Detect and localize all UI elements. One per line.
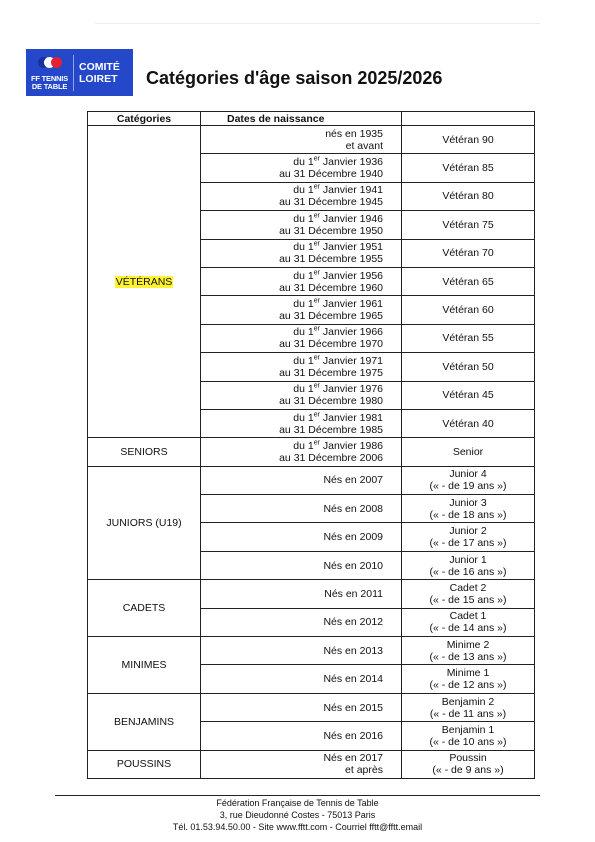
age-label-cell bbox=[402, 409, 535, 437]
birth-date-cell bbox=[201, 750, 402, 778]
age-label-line: Vétéran 60 bbox=[442, 304, 494, 317]
birth-date-cell bbox=[201, 551, 402, 579]
table-row bbox=[88, 750, 535, 778]
category-label: BENJAMINS bbox=[113, 715, 175, 728]
category-label: SENIORS bbox=[120, 445, 168, 458]
birth-date-cell bbox=[201, 722, 402, 750]
birth-date-line: et avant bbox=[345, 139, 383, 152]
birth-date-line: du 1er Janvier 1971 bbox=[293, 354, 383, 367]
age-label-line: Minime 1 bbox=[446, 667, 490, 680]
age-label-cell bbox=[402, 665, 535, 693]
birth-date-line: du 1er Janvier 1946 bbox=[293, 212, 383, 225]
age-label-line: Vétéran 50 bbox=[442, 360, 494, 373]
birth-date-line: Nés en 2007 bbox=[323, 474, 383, 487]
fftt-logo-mark bbox=[26, 49, 73, 96]
category-cell bbox=[88, 126, 201, 438]
birth-date-cell bbox=[201, 409, 402, 437]
birth-date-line: Nés en 2016 bbox=[323, 729, 383, 742]
age-label-cell bbox=[402, 637, 535, 665]
category-cell bbox=[88, 750, 201, 778]
footer-address: 3, rue Dieudonné Costes - 75013 Paris bbox=[219, 810, 376, 820]
age-categories-table bbox=[87, 111, 535, 779]
age-label-line: (« - de 12 ans ») bbox=[429, 679, 507, 692]
birth-date-line: Nés en 2014 bbox=[323, 673, 383, 686]
age-label-cell bbox=[402, 693, 535, 721]
header-birth-dates: Dates de naissance bbox=[201, 112, 402, 126]
footer-organization: Fédération Française de Tennis de Table bbox=[216, 798, 379, 808]
birth-date-line: au 31 Décembre 1975 bbox=[279, 366, 383, 379]
table-row bbox=[88, 580, 535, 608]
birth-date-cell bbox=[201, 324, 402, 352]
age-label-line: (« - de 19 ans ») bbox=[429, 480, 507, 493]
birth-date-line: du 1er Janvier 1936 bbox=[293, 155, 383, 169]
age-label-line: Junior 1 bbox=[449, 553, 487, 566]
age-label-cell bbox=[402, 211, 535, 239]
category-cell bbox=[88, 438, 201, 466]
birth-date-cell bbox=[201, 211, 402, 239]
age-label-cell bbox=[402, 750, 535, 778]
age-label-line: (« - de 16 ans ») bbox=[429, 565, 507, 578]
birth-date-line: du 1er Janvier 1981 bbox=[293, 411, 383, 424]
birth-date-cell bbox=[201, 438, 402, 466]
age-label-line: Cadet 1 bbox=[449, 610, 487, 623]
age-label-cell bbox=[402, 722, 535, 750]
age-label-cell bbox=[402, 324, 535, 352]
birth-date-line: Nés en 2013 bbox=[323, 644, 383, 657]
birth-date-line: Nés en 2008 bbox=[323, 502, 383, 515]
birth-date-line: au 31 Décembre 1960 bbox=[279, 281, 383, 294]
age-label-line: (« - de 13 ans ») bbox=[429, 650, 507, 663]
birth-date-cell bbox=[201, 353, 402, 381]
ping-pong-balls-icon bbox=[38, 55, 62, 69]
birth-date-cell bbox=[201, 580, 402, 608]
birth-date-line: du 1er Janvier 1951 bbox=[293, 240, 383, 254]
age-label-line: Benjamin 2 bbox=[441, 695, 495, 708]
birth-date-cell bbox=[201, 693, 402, 721]
birth-date-line: au 31 Décembre 1970 bbox=[279, 338, 383, 351]
age-label-line: (« - de 9 ans ») bbox=[432, 764, 504, 777]
birth-date-line: au 31 Décembre 1945 bbox=[279, 196, 383, 209]
age-label-cell bbox=[402, 267, 535, 295]
category-label: POUSSINS bbox=[116, 758, 172, 771]
birth-date-line: Nés en 2017 bbox=[323, 752, 383, 765]
category-cell bbox=[88, 466, 201, 580]
birth-date-line: Nés en 2011 bbox=[324, 587, 383, 600]
birth-date-cell bbox=[201, 466, 402, 494]
table-row bbox=[88, 466, 535, 494]
birth-date-cell bbox=[201, 523, 402, 551]
category-label: JUNIORS (U19) bbox=[106, 516, 182, 529]
category-label: CADETS bbox=[122, 602, 166, 615]
age-label-line: Senior bbox=[452, 445, 484, 458]
age-label-cell bbox=[402, 126, 535, 154]
birth-date-line: au 31 Décembre 1950 bbox=[279, 224, 383, 237]
age-label-line: Vétéran 40 bbox=[442, 417, 494, 430]
age-label-line: Vétéran 90 bbox=[442, 133, 494, 146]
birth-date-line: au 31 Décembre 1980 bbox=[279, 395, 383, 408]
birth-date-line: Nés en 2015 bbox=[323, 701, 383, 714]
age-label-line: Junior 3 bbox=[449, 496, 487, 509]
birth-date-cell bbox=[201, 154, 402, 182]
category-cell bbox=[88, 637, 201, 694]
birth-date-line: du 1er Janvier 1961 bbox=[293, 297, 383, 311]
birth-date-cell bbox=[201, 182, 402, 210]
age-label-line: Vétéran 70 bbox=[442, 247, 494, 260]
birth-date-cell bbox=[201, 267, 402, 295]
age-label-line: Minime 2 bbox=[446, 638, 490, 651]
age-label-line: (« - de 17 ans ») bbox=[429, 537, 507, 550]
birth-date-cell bbox=[201, 296, 402, 324]
age-label-line: (« - de 11 ans ») bbox=[429, 707, 507, 720]
age-label-cell bbox=[402, 438, 535, 466]
birth-date-cell bbox=[201, 608, 402, 636]
age-label-line: Vétéran 55 bbox=[442, 332, 494, 345]
age-label-line: Vétéran 80 bbox=[442, 190, 494, 203]
age-label-line: (« - de 15 ans ») bbox=[429, 593, 507, 606]
age-label-line: Poussin bbox=[449, 752, 487, 765]
header-label bbox=[402, 112, 535, 126]
birth-date-line: du 1er Janvier 1986 bbox=[293, 439, 383, 452]
birth-date-cell bbox=[201, 637, 402, 665]
birth-date-line: du 1er Janvier 1966 bbox=[293, 325, 383, 339]
age-label-line: Vétéran 85 bbox=[442, 162, 494, 175]
birth-date-line: Nés en 2009 bbox=[323, 531, 383, 544]
age-label-cell bbox=[402, 580, 535, 608]
birth-date-line: au 31 Décembre 1965 bbox=[279, 310, 383, 323]
age-label-cell bbox=[402, 551, 535, 579]
birth-date-line: du 1er Janvier 1976 bbox=[293, 382, 383, 396]
age-label-line: Junior 2 bbox=[449, 525, 487, 538]
age-label-cell bbox=[402, 296, 535, 324]
birth-date-cell bbox=[201, 239, 402, 267]
age-label-line: Junior 4 bbox=[449, 468, 487, 481]
birth-date-line: au 31 Décembre 1985 bbox=[279, 423, 383, 436]
header-categories: Catégories bbox=[88, 112, 201, 126]
birth-date-line: Nés en 2010 bbox=[323, 559, 383, 572]
footer-divider bbox=[55, 795, 540, 796]
age-label-line: Benjamin 1 bbox=[441, 723, 495, 736]
birth-date-line: au 31 Décembre 2006 bbox=[279, 451, 383, 464]
table-row bbox=[88, 126, 535, 154]
age-label-cell bbox=[402, 523, 535, 551]
table-row bbox=[88, 637, 535, 665]
age-label-line: Cadet 2 bbox=[449, 581, 487, 594]
category-label: MINIMES bbox=[121, 658, 167, 671]
table-header-row bbox=[88, 112, 535, 126]
birth-date-cell bbox=[201, 495, 402, 523]
age-label-cell bbox=[402, 239, 535, 267]
logo-text-line3: COMITÉ bbox=[79, 60, 120, 73]
age-label-line: Vétéran 45 bbox=[442, 389, 494, 402]
age-label-cell bbox=[402, 495, 535, 523]
birth-date-line: et après bbox=[345, 764, 383, 777]
table-row bbox=[88, 438, 535, 466]
age-label-cell bbox=[402, 608, 535, 636]
birth-date-cell bbox=[201, 126, 402, 154]
birth-date-line: nés en 1935 bbox=[325, 127, 383, 140]
birth-date-cell bbox=[201, 665, 402, 693]
age-label-line: (« - de 18 ans ») bbox=[429, 508, 507, 521]
page-title: Catégories d'âge saison 2025/2026 bbox=[146, 68, 443, 88]
logo-text-line1: FF TENNIS bbox=[31, 74, 68, 83]
age-label-line: (« - de 14 ans ») bbox=[429, 622, 507, 635]
birth-date-cell bbox=[201, 381, 402, 409]
birth-date-line: du 1er Janvier 1941 bbox=[293, 183, 383, 197]
top-divider bbox=[95, 23, 540, 24]
age-label-cell bbox=[402, 381, 535, 409]
birth-date-line: au 31 Décembre 1940 bbox=[279, 168, 383, 181]
birth-date-line: Nés en 2012 bbox=[323, 616, 383, 629]
table-row bbox=[88, 693, 535, 721]
birth-date-line: du 1er Janvier 1956 bbox=[293, 269, 383, 282]
category-cell bbox=[88, 580, 201, 637]
footer bbox=[0, 797, 595, 833]
logo-text-line4: LOIRET bbox=[79, 72, 118, 85]
age-label-line: Vétéran 65 bbox=[442, 275, 494, 288]
category-cell bbox=[88, 693, 201, 750]
logo-text-line2: DE TABLE bbox=[31, 82, 68, 91]
age-label-cell bbox=[402, 353, 535, 381]
age-label-line: (« - de 10 ans ») bbox=[429, 735, 507, 748]
birth-date-line: au 31 Décembre 1955 bbox=[279, 253, 383, 266]
age-label-line: Vétéran 75 bbox=[442, 218, 494, 231]
age-label-cell bbox=[402, 154, 535, 182]
comite-logo bbox=[26, 49, 133, 96]
age-label-cell bbox=[402, 466, 535, 494]
footer-contact: Tél. 01.53.94.50.00 - Site www.fftt.com - Courriel fftt@fftt.email bbox=[172, 822, 423, 832]
age-label-cell bbox=[402, 182, 535, 210]
category-label: VÉTÉRANS bbox=[115, 275, 173, 288]
